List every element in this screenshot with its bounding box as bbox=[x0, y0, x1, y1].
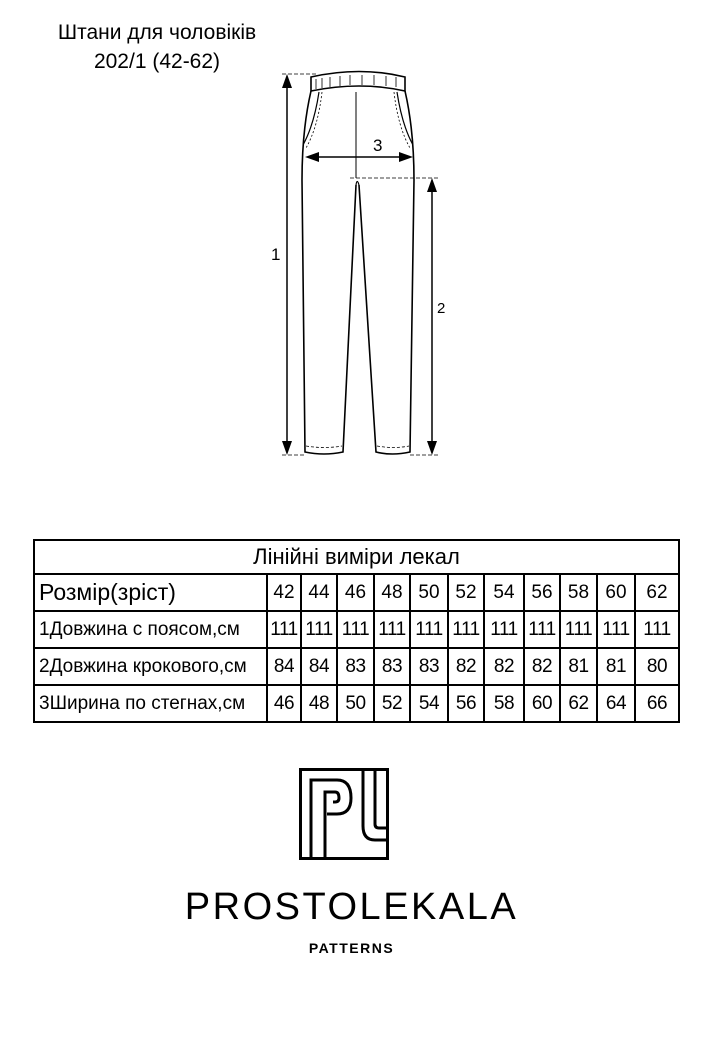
size-header-cell: 46 bbox=[337, 574, 374, 611]
measurements-table bbox=[33, 539, 680, 723]
table-cell: 52 bbox=[374, 685, 410, 722]
size-header-cell: 56 bbox=[524, 574, 560, 611]
table-cell: 81 bbox=[560, 648, 597, 685]
table-row bbox=[34, 685, 679, 722]
size-header-cell: 54 bbox=[484, 574, 524, 611]
size-header-cell: 62 bbox=[635, 574, 679, 611]
table-cell: 111 bbox=[448, 611, 484, 648]
table-cell: 82 bbox=[484, 648, 524, 685]
table-cell: 48 bbox=[301, 685, 337, 722]
size-header-cell: 42 bbox=[267, 574, 301, 611]
dimension-2-inseam bbox=[350, 178, 440, 455]
dimension-label-1: 1 bbox=[271, 245, 281, 264]
crotch-line bbox=[356, 182, 359, 186]
table-cell: 81 bbox=[597, 648, 635, 685]
table-cell: 83 bbox=[410, 648, 448, 685]
table-cell: 82 bbox=[524, 648, 560, 685]
table-cell: 111 bbox=[597, 611, 635, 648]
table-cell: 111 bbox=[484, 611, 524, 648]
table-cell: 66 bbox=[635, 685, 679, 722]
dimension-label-3: 3 bbox=[373, 136, 383, 155]
table-cell: 111 bbox=[374, 611, 410, 648]
document-title: Штани для чоловіків bbox=[57, 21, 257, 44]
table-cell: 64 bbox=[597, 685, 635, 722]
dimension-1-length bbox=[282, 74, 318, 455]
table-cell: 111 bbox=[267, 611, 301, 648]
size-header-cell: 48 bbox=[374, 574, 410, 611]
table-cell: 84 bbox=[267, 648, 301, 685]
table-cell: 111 bbox=[337, 611, 374, 648]
table-row bbox=[34, 611, 679, 648]
right-leg-outline bbox=[359, 91, 414, 454]
table-cell: 111 bbox=[524, 611, 560, 648]
trousers-outline bbox=[302, 72, 414, 455]
table-cell: 84 bbox=[301, 648, 337, 685]
size-header-cell: 58 bbox=[560, 574, 597, 611]
model-number: 202/1 (42-62) bbox=[93, 50, 221, 73]
brand-name: PROSTOLEKALA bbox=[184, 886, 519, 928]
row-label: 1Довжина с поясом,см bbox=[34, 611, 267, 648]
table-cell: 54 bbox=[410, 685, 448, 722]
table-cell: 83 bbox=[374, 648, 410, 685]
table-cell: 58 bbox=[484, 685, 524, 722]
table-cell: 62 bbox=[560, 685, 597, 722]
brand-subtitle: PATTERNS bbox=[308, 940, 395, 956]
waistband bbox=[311, 72, 405, 92]
left-leg-outline bbox=[302, 91, 356, 454]
size-header-cell: 44 bbox=[301, 574, 337, 611]
row-label: 2Довжина крокового,см bbox=[34, 648, 267, 685]
table-caption: Лінійні виміри лекал bbox=[34, 540, 679, 574]
table-cell: 56 bbox=[448, 685, 484, 722]
dimension-3-hip-width bbox=[305, 152, 413, 162]
size-header-cell: 52 bbox=[448, 574, 484, 611]
table-cell: 60 bbox=[524, 685, 560, 722]
size-header-cell: 60 bbox=[597, 574, 635, 611]
table-cell: 111 bbox=[410, 611, 448, 648]
size-header-cell: 50 bbox=[410, 574, 448, 611]
table-cell: 111 bbox=[635, 611, 679, 648]
row-label: 3Ширина по стегнах,см bbox=[34, 685, 267, 722]
table-row bbox=[34, 648, 679, 685]
table-cell: 80 bbox=[635, 648, 679, 685]
table-cell: 50 bbox=[337, 685, 374, 722]
trousers-technical-drawing bbox=[0, 0, 703, 520]
dimension-label-2: 2 bbox=[437, 300, 446, 317]
table-cell: 111 bbox=[301, 611, 337, 648]
table-cell: 83 bbox=[337, 648, 374, 685]
table-cell: 111 bbox=[560, 611, 597, 648]
table-cell: 82 bbox=[448, 648, 484, 685]
size-header-label: Розмір(зріст) bbox=[34, 574, 267, 611]
brand-logo-icon bbox=[299, 768, 389, 860]
table-header-row bbox=[34, 574, 679, 611]
table-cell: 46 bbox=[267, 685, 301, 722]
